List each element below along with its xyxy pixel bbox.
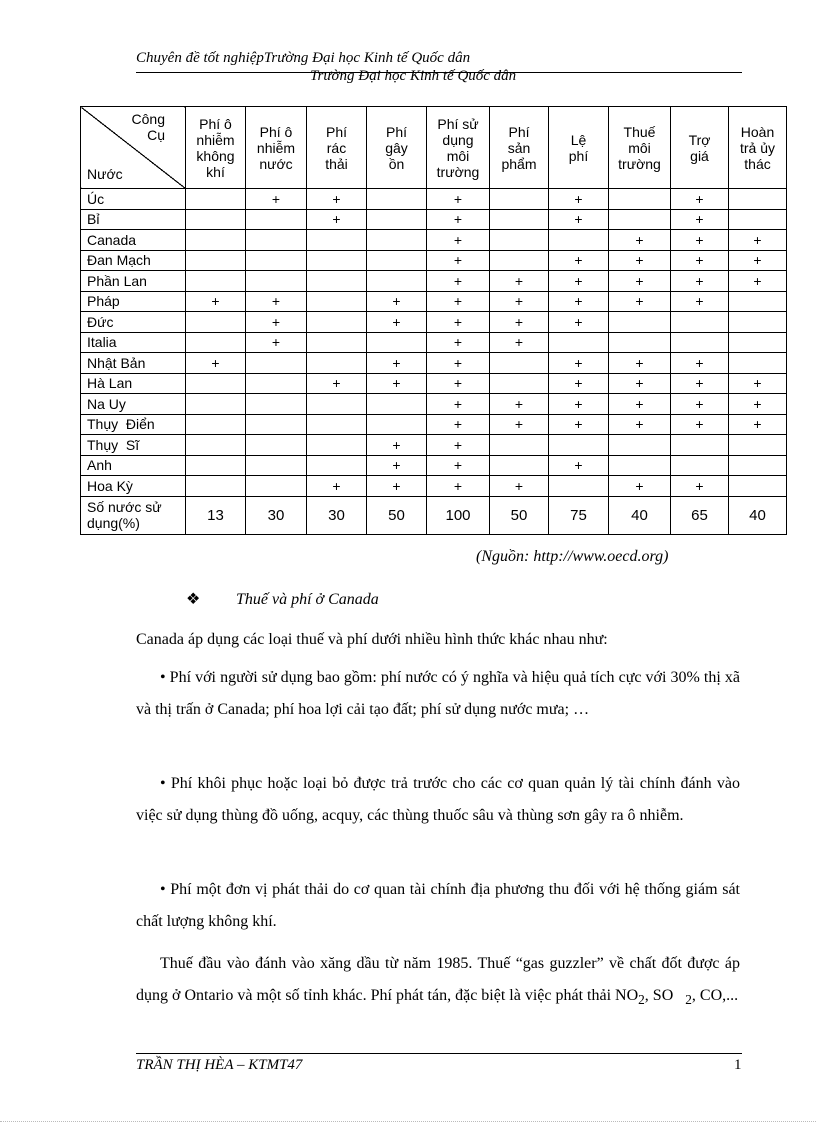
percent-cell: 50: [367, 496, 427, 534]
mark-cell: [186, 455, 246, 476]
column-header: Lệ phí: [549, 107, 609, 189]
header-subtitle: Trường Đại học Kinh tế Quốc dân: [310, 68, 517, 84]
instrument-table: [80, 106, 787, 535]
mark-cell: [307, 312, 367, 333]
paragraph-item-1: • Phí với người sử dụng bao gồm: phí nước có ý nghĩa và hiệu quả tích cực với 30% thị xã và thị trấn ở Canada; phí hoa lợi cải tạo đất; phí sử dụng nước mưa; …: [136, 669, 740, 718]
mark-cell: +: [609, 394, 671, 415]
mark-cell: [246, 414, 307, 435]
mark-cell: +: [609, 271, 671, 292]
mark-cell: +: [671, 291, 729, 312]
p4-sub-no2: 2: [638, 992, 645, 1008]
mark-cell: +: [729, 373, 787, 394]
mark-cell: [609, 435, 671, 456]
mark-cell: [186, 312, 246, 333]
mark-cell: [367, 394, 427, 415]
mark-cell: [490, 373, 549, 394]
mark-cell: +: [186, 291, 246, 312]
percent-cell: 75: [549, 496, 609, 534]
mark-cell: [367, 271, 427, 292]
mark-cell: +: [427, 332, 490, 353]
table-row: [81, 209, 787, 230]
mark-cell: [186, 230, 246, 251]
mark-cell: +: [671, 209, 729, 230]
mark-cell: [307, 230, 367, 251]
percent-cell: 100: [427, 496, 490, 534]
mark-cell: [490, 230, 549, 251]
mark-cell: +: [246, 291, 307, 312]
mark-cell: [609, 189, 671, 210]
mark-cell: +: [367, 291, 427, 312]
mark-cell: [307, 414, 367, 435]
mark-cell: +: [427, 394, 490, 415]
mark-cell: +: [609, 291, 671, 312]
mark-cell: +: [427, 291, 490, 312]
mark-cell: +: [367, 373, 427, 394]
column-header: Phí ô nhiễm không khí: [186, 107, 246, 189]
footer-rule: [136, 1053, 742, 1054]
mark-cell: [246, 476, 307, 497]
mark-cell: [367, 414, 427, 435]
mark-cell: +: [427, 189, 490, 210]
table-row: [81, 394, 787, 415]
mark-cell: [729, 435, 787, 456]
mark-cell: +: [367, 476, 427, 497]
mark-cell: +: [609, 414, 671, 435]
mark-cell: [729, 332, 787, 353]
table-row: [81, 189, 787, 210]
mark-cell: +: [729, 230, 787, 251]
mark-cell: +: [427, 230, 490, 251]
mark-cell: [307, 435, 367, 456]
mark-cell: +: [427, 414, 490, 435]
header-title: Chuyên đề tốt nghiệpTrường Đại học Kinh tế Quốc dân: [136, 50, 471, 66]
mark-cell: +: [729, 394, 787, 415]
mark-cell: [729, 189, 787, 210]
mark-cell: +: [186, 353, 246, 374]
mark-cell: [671, 332, 729, 353]
mark-cell: [307, 394, 367, 415]
p4-text-b: , SO: [644, 987, 674, 1004]
country-cell: Hà Lan: [81, 373, 186, 394]
mark-cell: +: [427, 435, 490, 456]
mark-cell: +: [729, 271, 787, 292]
mark-cell: [246, 435, 307, 456]
paragraph-intro: Canada áp dụng các loại thuế và phí dưới nhiều hình thức khác nhau như:: [136, 631, 608, 648]
column-header: Thuế môi trường: [609, 107, 671, 189]
section-title: Thuế và phí ở Canada: [236, 591, 379, 608]
country-cell: Phần Lan: [81, 271, 186, 292]
mark-cell: [671, 435, 729, 456]
page-number: 1: [734, 1057, 742, 1073]
mark-cell: +: [246, 312, 307, 333]
mark-cell: +: [549, 312, 609, 333]
mark-cell: [307, 353, 367, 374]
percent-label: Số nước sử dụng(%): [81, 496, 186, 534]
table-row: [81, 250, 787, 271]
table-row: [81, 332, 787, 353]
mark-cell: [246, 455, 307, 476]
table-row: [81, 291, 787, 312]
mark-cell: +: [427, 373, 490, 394]
mark-cell: +: [490, 476, 549, 497]
mark-cell: [549, 230, 609, 251]
country-cell: Thụy Điển: [81, 414, 186, 435]
percent-cell: 30: [246, 496, 307, 534]
percent-cell: 40: [729, 496, 787, 534]
mark-cell: [729, 455, 787, 476]
mark-cell: +: [246, 189, 307, 210]
table-row: [81, 373, 787, 394]
country-cell: Italia: [81, 332, 186, 353]
mark-cell: +: [671, 353, 729, 374]
mark-cell: +: [427, 353, 490, 374]
percent-row: [81, 496, 787, 534]
table-row: [81, 476, 787, 497]
country-cell: Canada: [81, 230, 186, 251]
mark-cell: [246, 250, 307, 271]
mark-cell: [609, 332, 671, 353]
percent-cell: 65: [671, 496, 729, 534]
mark-cell: [490, 353, 549, 374]
mark-cell: +: [549, 291, 609, 312]
mark-cell: [549, 332, 609, 353]
mark-cell: +: [427, 250, 490, 271]
mark-cell: +: [729, 414, 787, 435]
table-row: [81, 414, 787, 435]
mark-cell: +: [367, 312, 427, 333]
mark-cell: +: [671, 394, 729, 415]
mark-cell: [307, 332, 367, 353]
mark-cell: +: [549, 353, 609, 374]
mark-cell: +: [549, 394, 609, 415]
mark-cell: [246, 353, 307, 374]
country-cell: Đức: [81, 312, 186, 333]
mark-cell: [609, 312, 671, 333]
mark-cell: +: [671, 250, 729, 271]
mark-cell: +: [671, 189, 729, 210]
mark-cell: +: [427, 476, 490, 497]
mark-cell: [307, 291, 367, 312]
mark-cell: [367, 332, 427, 353]
corner-cell: [81, 107, 186, 189]
mark-cell: +: [490, 414, 549, 435]
country-cell: Bỉ: [81, 209, 186, 230]
mark-cell: [246, 271, 307, 292]
mark-cell: +: [549, 250, 609, 271]
corner-label-instrument: Công Cụ: [131, 111, 165, 143]
mark-cell: [671, 312, 729, 333]
mark-cell: [186, 414, 246, 435]
mark-cell: [186, 394, 246, 415]
mark-cell: +: [427, 312, 490, 333]
mark-cell: [186, 435, 246, 456]
p4-text-c: , CO,...: [691, 987, 739, 1004]
mark-cell: +: [609, 250, 671, 271]
footer-author: TRẦN THỊ HÈA – KTMT47: [136, 1057, 303, 1073]
mark-cell: +: [490, 394, 549, 415]
mark-cell: [186, 250, 246, 271]
mark-cell: [186, 476, 246, 497]
section-heading: [186, 589, 379, 609]
mark-cell: +: [490, 291, 549, 312]
mark-cell: +: [609, 476, 671, 497]
diamond-bullet-icon: ❖: [186, 591, 201, 608]
mark-cell: +: [549, 209, 609, 230]
mark-cell: +: [367, 435, 427, 456]
source-note: (Nguồn: http://www.oecd.org): [476, 548, 669, 565]
mark-cell: [490, 455, 549, 476]
country-cell: Na Uy: [81, 394, 186, 415]
table-row: [81, 435, 787, 456]
mark-cell: [246, 394, 307, 415]
mark-cell: [729, 353, 787, 374]
mark-cell: [246, 209, 307, 230]
country-cell: Thụy Sĩ: [81, 435, 186, 456]
mark-cell: +: [729, 250, 787, 271]
mark-cell: [186, 189, 246, 210]
mark-cell: +: [490, 332, 549, 353]
mark-cell: [549, 435, 609, 456]
mark-cell: [729, 291, 787, 312]
country-cell: Pháp: [81, 291, 186, 312]
mark-cell: +: [549, 189, 609, 210]
country-cell: Nhật Bản: [81, 353, 186, 374]
mark-cell: +: [307, 373, 367, 394]
header-rule: [136, 72, 742, 73]
column-header: Phí ô nhiễm nước: [246, 107, 307, 189]
mark-cell: [490, 250, 549, 271]
mark-cell: [186, 332, 246, 353]
mark-cell: +: [427, 209, 490, 230]
mark-cell: [367, 230, 427, 251]
mark-cell: [367, 250, 427, 271]
mark-cell: +: [549, 414, 609, 435]
paragraph-item-4: [136, 948, 740, 1016]
table-row: [81, 455, 787, 476]
percent-cell: 13: [186, 496, 246, 534]
country-cell: Đan Mạch: [81, 250, 186, 271]
table-row: [81, 230, 787, 251]
mark-cell: [729, 312, 787, 333]
mark-cell: +: [307, 189, 367, 210]
mark-cell: [186, 271, 246, 292]
country-cell: Hoa Kỳ: [81, 476, 186, 497]
column-header: Trợ giá: [671, 107, 729, 189]
mark-cell: +: [549, 455, 609, 476]
column-header: Phí rác thải: [307, 107, 367, 189]
mark-cell: [246, 373, 307, 394]
mark-cell: [549, 476, 609, 497]
mark-cell: [307, 271, 367, 292]
table-row: [81, 271, 787, 292]
table-row: [81, 353, 787, 374]
p4-sub-so2: 2: [685, 992, 692, 1008]
column-header: Hoàn trả ủy thác: [729, 107, 787, 189]
country-cell: Úc: [81, 189, 186, 210]
mark-cell: [490, 435, 549, 456]
mark-cell: [367, 189, 427, 210]
corner-label-country: Nước: [87, 166, 123, 182]
mark-cell: +: [671, 373, 729, 394]
mark-cell: +: [671, 271, 729, 292]
column-header: Phí sử dụng môi trường: [427, 107, 490, 189]
mark-cell: +: [549, 271, 609, 292]
mark-cell: +: [609, 353, 671, 374]
column-header: Phí sản phẩm: [490, 107, 549, 189]
page-edge: [0, 1121, 816, 1122]
mark-cell: +: [609, 230, 671, 251]
mark-cell: [186, 209, 246, 230]
mark-cell: +: [609, 373, 671, 394]
p4-text-a: Thuế đầu vào đánh vào xăng dầu từ năm 1985. Thuế “gas guzzler” về chất đốt được áp dụng ở Ontario và một số tỉnh khác. Phí phát tán, đặc biệt là việc phát thải NO: [136, 955, 740, 1004]
mark-cell: [609, 455, 671, 476]
mark-cell: +: [490, 271, 549, 292]
mark-cell: +: [490, 312, 549, 333]
paragraph-item-2: • Phí khôi phục hoặc loại bỏ được trả trước cho các cơ quan quản lý tài chính đánh vào việc sử dụng thùng đồ uống, acquy, các thùng thuốc sâu và thùng sơn gây ra ô nhiễm.: [136, 775, 740, 824]
mark-cell: +: [307, 209, 367, 230]
mark-cell: +: [367, 353, 427, 374]
mark-cell: [307, 455, 367, 476]
mark-cell: +: [671, 414, 729, 435]
mark-cell: [671, 455, 729, 476]
percent-cell: 30: [307, 496, 367, 534]
table-row: [81, 312, 787, 333]
mark-cell: [490, 209, 549, 230]
mark-cell: [490, 189, 549, 210]
mark-cell: +: [307, 476, 367, 497]
mark-cell: +: [427, 271, 490, 292]
mark-cell: [729, 209, 787, 230]
mark-cell: +: [246, 332, 307, 353]
mark-cell: [729, 476, 787, 497]
mark-cell: +: [671, 476, 729, 497]
country-cell: Anh: [81, 455, 186, 476]
mark-cell: [307, 250, 367, 271]
table-header-row: [81, 107, 787, 189]
mark-cell: [186, 373, 246, 394]
mark-cell: [246, 230, 307, 251]
column-header: Phí gây ồn: [367, 107, 427, 189]
mark-cell: [609, 209, 671, 230]
mark-cell: +: [427, 455, 490, 476]
mark-cell: +: [671, 230, 729, 251]
mark-cell: +: [367, 455, 427, 476]
paragraph-item-3: • Phí một đơn vị phát thải do cơ quan tài chính địa phương thu đối với hệ thống giám sát chất lượng không khí.: [136, 881, 740, 930]
percent-cell: 40: [609, 496, 671, 534]
mark-cell: +: [549, 373, 609, 394]
percent-cell: 50: [490, 496, 549, 534]
mark-cell: [367, 209, 427, 230]
